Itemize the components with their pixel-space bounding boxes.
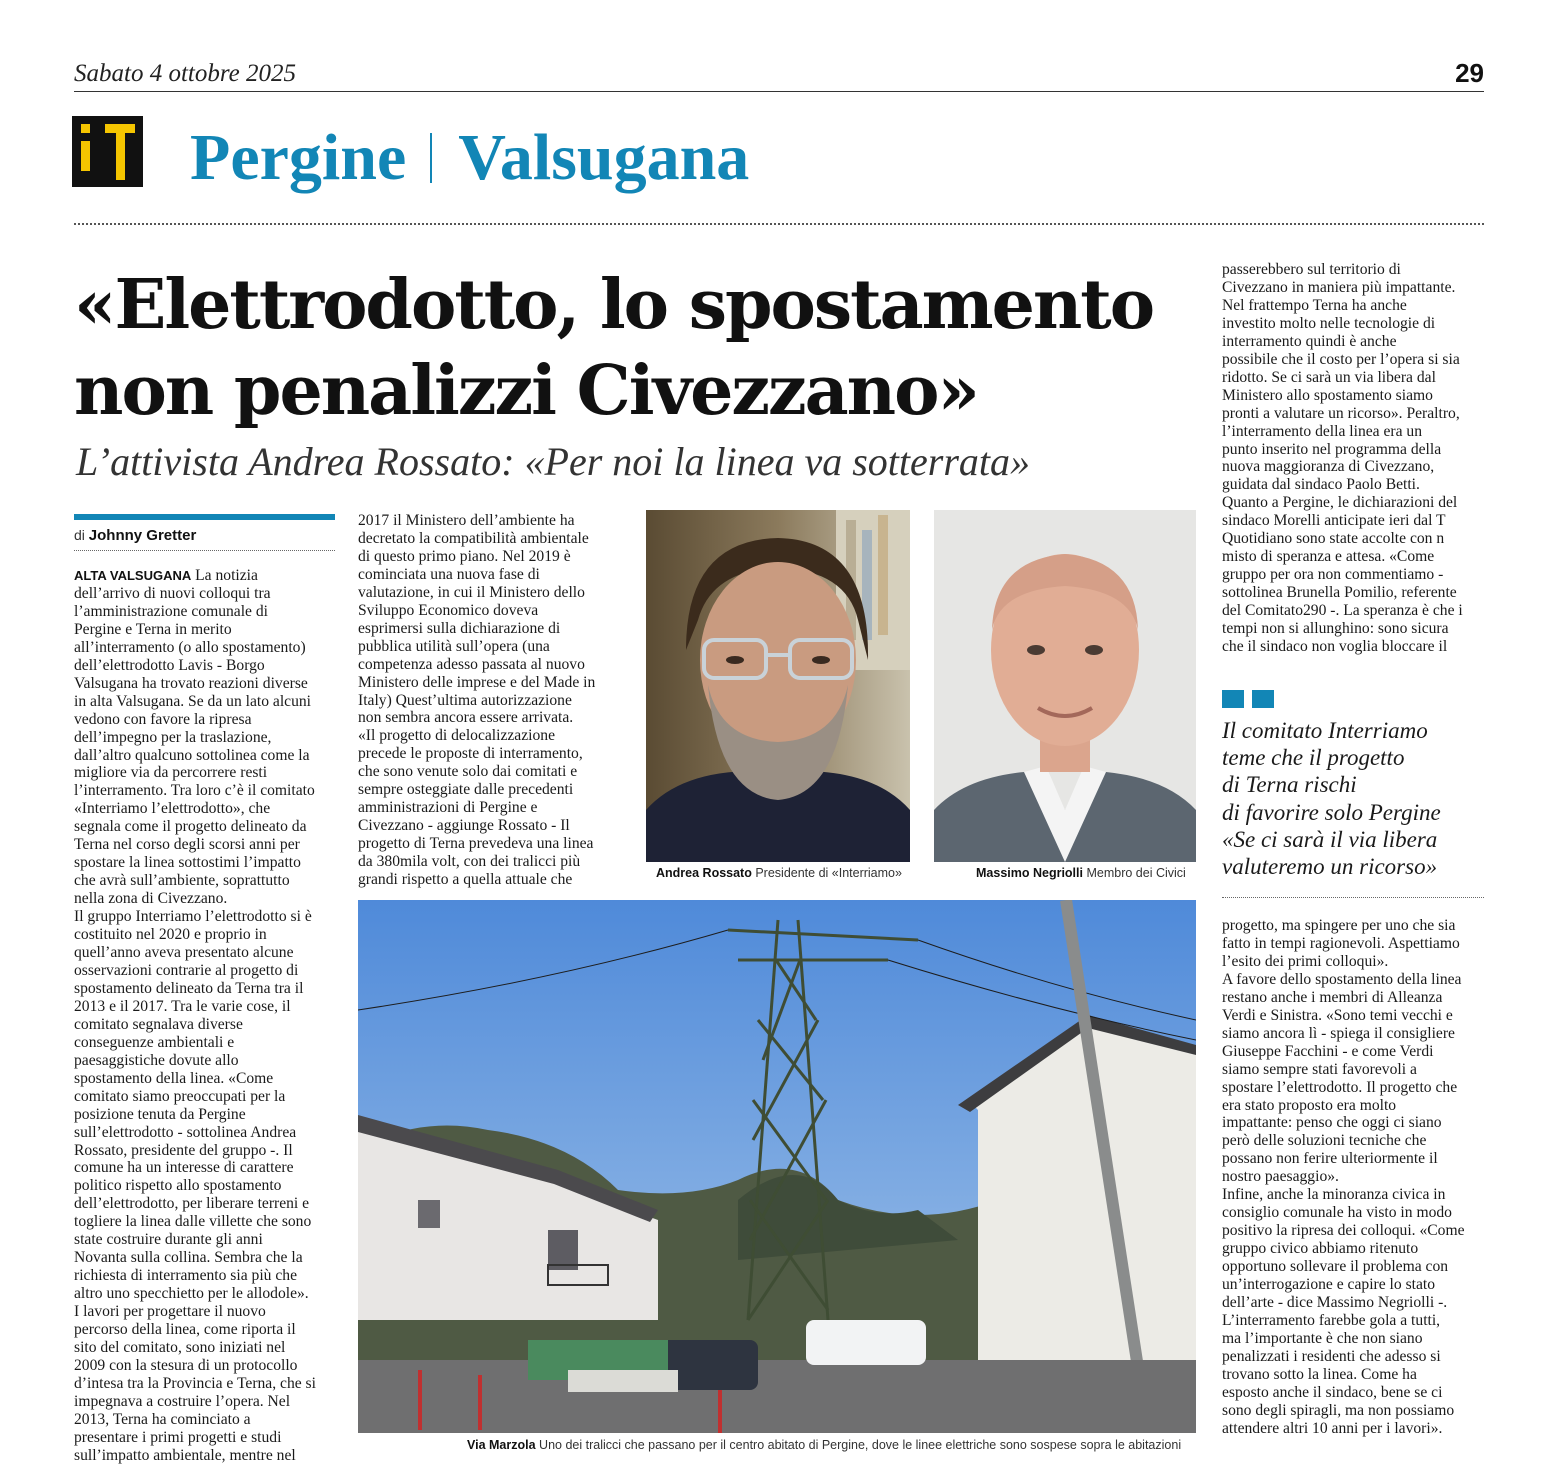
newspaper-logo <box>72 116 143 187</box>
column-1-line: dell’elettrodotto, per liberare terreni e <box>74 1195 310 1213</box>
pullquote-markers <box>1222 690 1282 712</box>
column-1-line: 2009 con la stesura di un protocollo <box>74 1356 298 1374</box>
column-2-line: non sembra ancora essere arrivata. <box>358 709 574 727</box>
column-1-line: spostamento delineato da Terna tra il <box>74 979 304 997</box>
section-title <box>190 120 749 196</box>
column-3-bottom-line: impattante: penso che oggi ci siano <box>1222 1114 1442 1132</box>
column-3-bottom-line: l’esito dei primi colloqui». <box>1222 952 1389 970</box>
column-1-line: presentare i primi progetti e studi <box>74 1428 282 1446</box>
column-2-line: decretato la compatibilità ambientale <box>358 529 589 547</box>
column-1-line: paesaggistiche dovute allo <box>74 1051 239 1069</box>
column-1-line: all’interramento (o allo spostamento) <box>74 638 306 656</box>
column-3-bottom-line: attendere altri 10 anni per i lavori». <box>1222 1419 1443 1437</box>
column-2-line: pubblica utilità sull’opera (una <box>358 637 550 655</box>
byline-dotted-rule <box>74 550 335 551</box>
column-3-top-line: sottolinea Brunella Pomilio, referente <box>1222 584 1457 602</box>
column-3-top-line: nuova maggioranza di Civezzano, <box>1222 458 1435 476</box>
column-1-line: dell’arrivo di nuovi colloqui tra <box>74 584 271 602</box>
byline-accent-bar <box>74 514 335 520</box>
column-3-top-line: investito molto nelle tecnologie di <box>1222 314 1436 332</box>
caption-main-photo <box>467 1438 1181 1452</box>
column-1-line: nella zona di Civezzano. <box>74 890 228 908</box>
column-3-bottom-line: Infine, anche la minoranza civica in <box>1222 1186 1446 1204</box>
column-3-top-line: misto di speranza e attesa. «Come <box>1222 548 1435 566</box>
column-2-line: Civezzano - aggiunge Rossato - Il <box>358 817 570 835</box>
column-1-line: osservazioni contrarie al progetto di <box>74 961 299 979</box>
column-2-line: grandi rispetto a quella attuale che <box>358 871 573 889</box>
column-1-line: percorso della linea, come riporta il <box>74 1321 296 1339</box>
pullquote-line: di Terna rischi <box>1222 772 1357 798</box>
column-2-line: amministrazioni di Pergine e <box>358 799 538 817</box>
top-rule <box>74 91 1484 92</box>
caption-main-place: Via Marzola <box>467 1438 536 1452</box>
column-2-line: cominciata una nuova fase di <box>358 565 540 583</box>
column-3-bottom-line: L’interramento farebbe gola a tutti, <box>1222 1311 1441 1329</box>
column-1-line: Il gruppo Interriamo l’elettrodotto si è <box>74 908 312 926</box>
column-1-line <box>74 567 339 585</box>
column-1-line: l’interramento. Tra loro c’è il comitato <box>74 782 315 800</box>
column-3-top-line: Ministero allo spostamento siamo <box>1222 386 1433 404</box>
photo-pylon-via-marzola <box>358 900 1196 1433</box>
column-1-line: Valsugana ha trovato reazioni diverse <box>74 674 308 692</box>
column-2-line: da 380mila volt, con dei tralicci più <box>358 853 581 871</box>
column-2-line: valutazione, in cui il Ministero dello <box>358 583 585 601</box>
byline <box>74 527 196 544</box>
column-1-line: I lavori per progettare il nuovo <box>74 1303 266 1321</box>
column-3-bottom-line: penalizzati i residenti che adesso si <box>1222 1347 1441 1365</box>
caption-negriolli-role: Membro dei Civici <box>1086 866 1186 880</box>
column-3-top-line: che il sindaco non voglia bloccare il <box>1222 638 1448 656</box>
section-title-pergine: Pergine <box>190 121 407 194</box>
section-divider <box>430 133 432 183</box>
photo-massimo-negriolli <box>934 510 1196 862</box>
column-3-bottom-line: un’interrogazione e capire lo stato <box>1222 1276 1436 1294</box>
column-1-line: spostare la linea sottostimi l’impatto <box>74 854 301 872</box>
column-1-line: sull’elettrodotto - sottolinea Andrea <box>74 1123 297 1141</box>
column-3-bottom-line: trovano sotto la linea. Come ha <box>1222 1365 1417 1383</box>
column-3-bottom-line: siamo sempre stati favorevoli a <box>1222 1060 1417 1078</box>
column-1-line: altro uno specchietto per le allodole». <box>74 1285 309 1303</box>
caption-main-text: Uno dei tralicci che passano per il centro abitato di Pergine, dove le linee elettriche sono sospese sopra le abitazioni <box>539 1438 1182 1452</box>
page-date: Sabato 4 ottobre 2025 <box>74 60 296 87</box>
column-3-bottom-line: A favore dello spostamento della linea <box>1222 970 1462 988</box>
column-1-line: conseguenze ambientali e <box>74 1033 235 1051</box>
column-3-bottom-line: Verdi e Sinistra. «Sono temi vecchi e <box>1222 1006 1453 1024</box>
column-2-line: Sviluppo Economico doveva <box>358 601 539 619</box>
pullquote-line: teme che il progetto <box>1222 745 1405 771</box>
column-1-line: migliore via da percorrere resti <box>74 764 268 782</box>
column-1-line: posizione tenuta da Pergine <box>74 1105 246 1123</box>
column-3-bottom-line: restano anche i membri di Alleanza <box>1222 988 1443 1006</box>
column-3-bottom-line: consiglio comunale ha visto in modo <box>1222 1204 1452 1222</box>
column-1-line: d’intesa tra la Provincia e Terna, che si <box>74 1374 316 1392</box>
column-1-line: impegnava a costruire l’opera. Nel <box>74 1392 291 1410</box>
column-3-top-line: tempi non si allunghino: sono sicura <box>1222 620 1449 638</box>
column-1-line: dell’impegno per la traslazione, <box>74 728 272 746</box>
column-1-line: comitato segnalava diverse <box>74 1015 243 1033</box>
article-column-3-top <box>1222 261 1484 656</box>
pullquote <box>1222 717 1484 880</box>
column-3-bottom-line: Giuseppe Facchini - e come Verdi <box>1222 1042 1434 1060</box>
column-3-bottom-line: però delle soluzioni tecniche che <box>1222 1132 1427 1150</box>
column-3-top-line: Civezzano in maniera più impattante. <box>1222 278 1456 296</box>
pullquote-line: di favorire solo Pergine <box>1222 799 1441 825</box>
column-1-line: politico rispetto allo spostamento <box>74 1177 282 1195</box>
column-3-top-line: ridotto. Se ci sarà un via libera dal <box>1222 368 1436 386</box>
column-3-top-line: guidata dal sindaco Paolo Betti. <box>1222 476 1420 494</box>
pullquote-dotted-rule <box>1222 897 1484 898</box>
column-3-top-line: gruppo per ora non commentiamo - <box>1222 566 1444 584</box>
column-2-line: sempre osteggiate dalle precedenti <box>358 781 574 799</box>
column-1-line: 2013, Terna ha cominciato a <box>74 1410 251 1428</box>
column-3-bottom-line: fatto in tempi ragionevoli. Aspettiamo <box>1222 934 1460 952</box>
column-1-line: segnala come il progetto delineato da <box>74 818 307 836</box>
caption-massimo-negriolli <box>976 866 1186 880</box>
column-3-bottom-line: siamo ancora lì - spiega il consigliere <box>1222 1024 1455 1042</box>
column-1-line: «Interriamo l’elettrodotto», che <box>74 800 271 818</box>
headline-line-1: «Elettrodotto, lo spostamento <box>74 265 1154 345</box>
column-2-line: esprimersi sulla dichiarazione di <box>358 619 561 637</box>
byline-author: Johnny Gretter <box>88 527 197 544</box>
caption-rossato-name: Andrea Rossato <box>656 866 752 880</box>
column-3-top-line: possibile che il costo per l’opera si sia <box>1222 350 1460 368</box>
section-dotted-rule <box>74 223 1484 225</box>
column-1-line: che avrà sull’ambiente, soprattutto <box>74 872 290 890</box>
column-3-top-line: Quotidiano sono state accolte con n <box>1222 530 1445 548</box>
column-3-bottom-line: dell’arte - dice Massimo Negriolli -. <box>1222 1294 1448 1312</box>
column-1-line: sito del comitato, sono iniziati nel <box>74 1338 286 1356</box>
column-3-top-line: Quanto a Pergine, le dichiarazioni del <box>1222 494 1458 512</box>
column-1-line: 2013 e il 2017. Tra le varie cose, il <box>74 997 291 1015</box>
column-2-line: Ministero delle imprese e del Made in <box>358 673 596 691</box>
column-2-line: Italy) Quest’ultima autorizzazione <box>358 691 572 709</box>
column-2-line: di questo primo piano. Nel 2019 è <box>358 547 571 565</box>
column-1-line: sull’impatto ambientale, mentre nel <box>74 1446 296 1464</box>
column-2-line: «Il progetto di delocalizzazione <box>358 727 556 745</box>
article-kicker: ALTA VALSUGANA <box>74 568 192 583</box>
caption-rossato-role: Presidente di «Interriamo» <box>755 866 902 880</box>
column-3-top-line: Nel frattempo Terna ha anche <box>1222 296 1407 314</box>
column-2-line: precede le proposte di interramento, <box>358 745 583 763</box>
caption-andrea-rossato <box>656 866 902 880</box>
column-3-bottom-line: nostro paesaggio». <box>1222 1168 1339 1186</box>
column-1-line: comune ha un interesse di carattere <box>74 1159 294 1177</box>
pullquote-line: «Se ci sarà il via libera <box>1222 826 1438 852</box>
column-3-bottom-line: positivo la ripresa dei colloqui. «Come <box>1222 1222 1465 1240</box>
column-3-top-line: del Comitato290 -. La speranza è che i <box>1222 602 1463 620</box>
caption-negriolli-name: Massimo Negriolli <box>976 866 1083 880</box>
headline-line-2: non penalizzi Civezzano» <box>74 351 978 432</box>
column-1-line: Rossato, presidente del gruppo -. Il <box>74 1141 293 1159</box>
column-1-line: comitato siamo preoccupati per la <box>74 1087 286 1105</box>
column-1-line: Novanta sulla collina. Sembra che la <box>74 1249 303 1267</box>
page-number: 29 <box>1455 58 1484 88</box>
article-column-3-bottom <box>1222 917 1484 1438</box>
column-2-line: competenza adesso passata al nuovo <box>358 655 585 673</box>
pullquote-line: Il comitato Interriamo <box>1222 718 1428 743</box>
column-3-top-line: l’interramento della linea era un <box>1222 422 1423 440</box>
pullquote-line: valuteremo un ricorso» <box>1222 854 1438 880</box>
column-1-line: spostamento della linea. «Come <box>74 1069 274 1087</box>
column-1-line: state costruire durante gli anni <box>74 1231 263 1249</box>
column-3-bottom-line: sono degli spiragli, ma non possiamo <box>1222 1401 1455 1419</box>
column-3-bottom-line: progetto, ma spingere per uno che sia <box>1222 917 1456 934</box>
column-1-line: Pergine e Terna in merito <box>74 620 232 638</box>
byline-prefix: di <box>74 527 85 543</box>
section-title-valsugana: Valsugana <box>458 121 750 194</box>
article-column-1 <box>74 567 339 1465</box>
column-1-line: togliere la linea dalle villette che sono <box>74 1213 312 1231</box>
column-3-bottom-line: esposto anche il sindaco, bene se ci <box>1222 1383 1443 1401</box>
column-1-line: dell’elettrodotto Lavis - Borgo <box>74 656 265 674</box>
column-1-line: Terna nel corso degli scorsi anni per <box>74 836 300 854</box>
column-3-bottom-line: opportuno sollevare il problema con <box>1222 1258 1449 1276</box>
column-3-top-line: punto inserito nel programma della <box>1222 440 1442 458</box>
column-3-top-line: sindaco Morelli anticipate ieri dal T <box>1222 512 1446 530</box>
column-1-line: quell’anno aveva presentato alcune <box>74 944 294 962</box>
column-3-top-line: interramento quindi è anche <box>1222 332 1397 350</box>
column-1-line: l’amministrazione comunale di <box>74 602 268 620</box>
column-1-line: vedono con favore la ripresa <box>74 710 252 728</box>
article-column-2 <box>358 512 630 889</box>
photo-andrea-rossato <box>646 510 910 862</box>
column-1-line: costituito nel 2020 e proprio in <box>74 926 267 944</box>
column-3-bottom-line: era stato proposto era molto <box>1222 1096 1397 1114</box>
column-3-top-line: pronti a valutare un ricorso». Peraltro, <box>1222 404 1460 422</box>
article-headline <box>74 262 1214 435</box>
column-1-text: La notizia <box>191 567 258 584</box>
column-2-line: 2017 il Ministero dell’ambiente ha <box>358 512 575 529</box>
column-3-bottom-line: ma l’importante è che non siano <box>1222 1329 1423 1347</box>
column-1-line: in alta Valsugana. Se da un lato alcuni <box>74 692 312 710</box>
column-1-line: richiesta di interramento sia più che <box>74 1267 297 1285</box>
column-3-bottom-line: possano non ferire ulteriormente il <box>1222 1150 1438 1168</box>
column-3-bottom-line: spostare l’elettrodotto. Il progetto che <box>1222 1078 1458 1096</box>
column-1-line: dall’altro qualcuno sottolinea come la <box>74 746 310 764</box>
column-2-line: che sono venute solo dai comitati e <box>358 763 578 781</box>
column-3-bottom-line: gruppo civico abbiamo ritenuto <box>1222 1240 1419 1258</box>
column-2-line: progetto di Terna prevedeva una linea <box>358 835 594 853</box>
article-subhead: L’attivista Andrea Rossato: «Per noi la linea va sotterrata» <box>76 439 1031 484</box>
column-3-top-line: passerebbero sul territorio di <box>1222 261 1401 278</box>
